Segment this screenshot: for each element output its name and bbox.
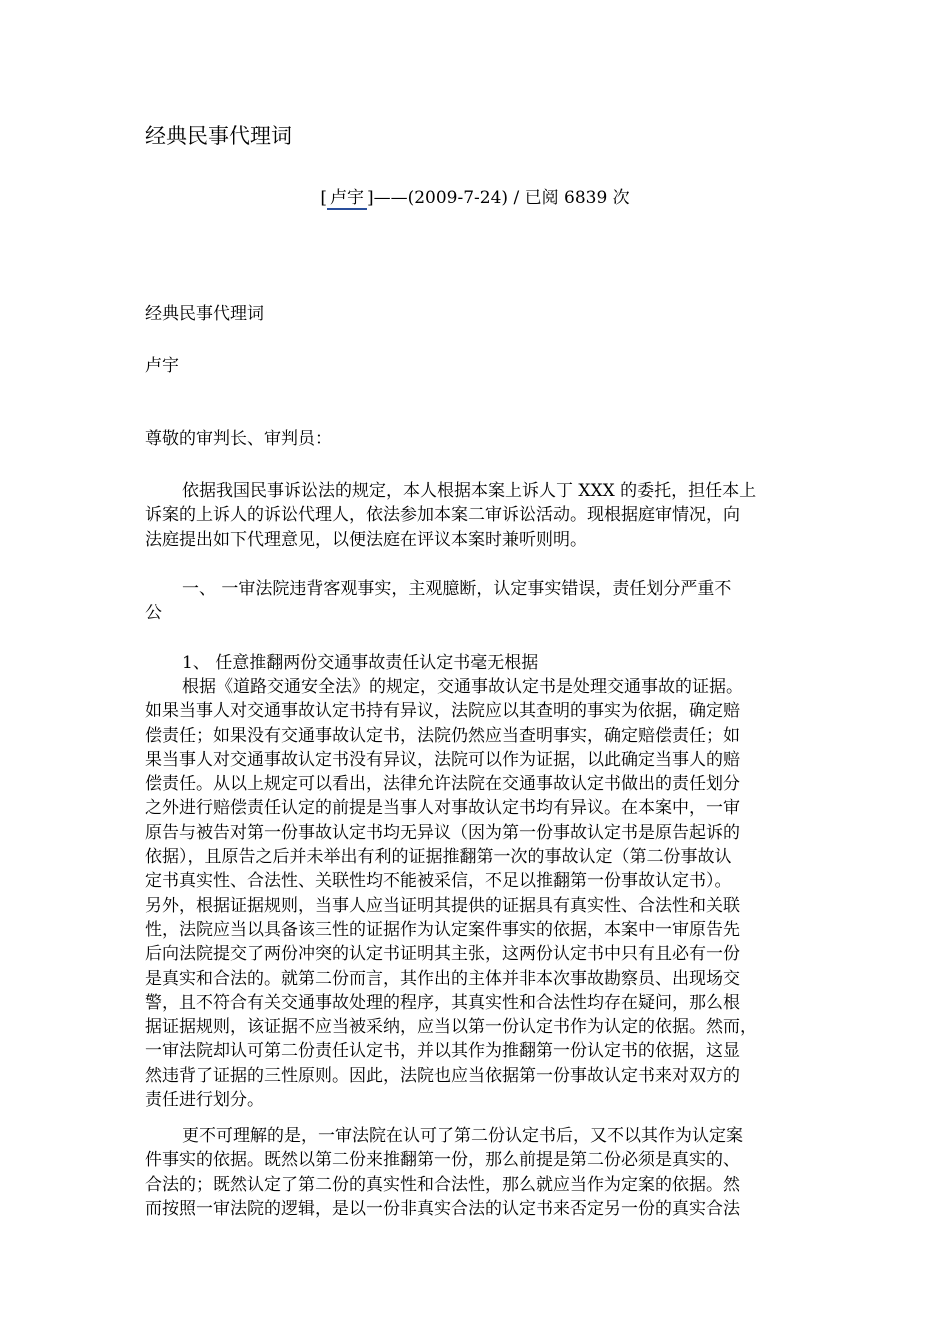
document-title: 经典民事代理词 <box>145 124 292 148</box>
text-line: 性，法院应当以具备该三性的证据作为认定案件事实的依据，本案中一审原告先 <box>145 919 740 940</box>
text-line: 诉案的上诉人的诉讼代理人，依法参加本案二审诉讼活动。现根据庭审情况，向 <box>145 505 740 526</box>
text-line: 定书真实性、合法性、关联性均不能被采信，不足以推翻第一份事故认定书）。 <box>145 871 732 892</box>
text-line: 责任进行划分。 <box>145 1090 264 1111</box>
text-line: 件事实的依据。既然以第二份来推翻第一份，那么前提是第二份必须是真实的、 <box>145 1150 740 1171</box>
text-line: 更不可理解的是，一审法院在认可了第二份认定书后，又不以其作为认定案 <box>182 1126 743 1146</box>
bracket-open: [ <box>320 188 327 208</box>
text-line: 合法的；既然认定了第二份的真实性和合法性，那么就应当作为定案的依据。然 <box>145 1174 740 1195</box>
text-line: 果当事人对交通事故认定书没有异议，法院可以作为证据，以此确定当事人的赔 <box>145 749 740 770</box>
text-line: 另外，根据证据规则，当事人应当证明其提供的证据具有真实性、合法性和关联 <box>145 895 740 916</box>
text-line: 依据），且原告之后并未举出有利的证据推翻第一次的事故认定（第二份事故认 <box>145 847 732 868</box>
text-line: 是真实和合法的。就第二份而言，其作出的主体并非本次事故勘察员、出现场交 <box>145 968 740 989</box>
text-line: 偿责任；如果没有交通事故认定书，法院仍然应当查明事实，确定赔偿责任；如 <box>145 725 740 746</box>
text-line: 偿责任。从以上规定可以看出，法律允许法院在交通事故认定书做出的责任划分 <box>145 774 740 795</box>
text-line: 然违背了证据的三性原则。因此，法院也应当依据第一份事故认定书来对双方的 <box>145 1065 740 1086</box>
text-line: 依据我国民事诉讼法的规定，本人根据本案上诉人丁 XXX 的委托，担任本上 <box>182 481 757 501</box>
text-line: 之外进行赔偿责任认定的前提是当事人对事故认定书均有异议。在本案中，一审 <box>145 798 740 819</box>
meta-line <box>0 186 950 210</box>
text-line: 原告与被告对第一份事故认定书均无异议（因为第一份事故认定书是原告起诉的 <box>145 822 740 843</box>
text-line: 一、 一审法院违背客观事实，主观臆断，认定事实错误，责任划分严重不 <box>182 579 732 599</box>
date-and-views: ]——(2009-7-24) / 已阅 6839 次 <box>366 188 630 208</box>
paragraph-two <box>145 1124 805 1221</box>
text-line: 如果当事人对交通事故认定书持有异议，法院应以其查明的事实为依据，确定赔 <box>145 701 740 722</box>
text-line: 公 <box>145 603 162 624</box>
article-author: 卢宇 <box>145 356 179 376</box>
text-line: 而按照一审法院的逻辑，是以一份非真实合法的认定书来否定另一份的真实合法 <box>145 1198 740 1219</box>
text-line: 后向法院提交了两份冲突的认定书证明其主张，这两份认定书中只有且必有一份 <box>145 944 740 965</box>
text-line: 警，且不符合有关交通事故处理的程序，其真实性和合法性均存在疑问，那么根 <box>145 992 740 1013</box>
intro-paragraph <box>145 479 805 552</box>
author-link[interactable]: 卢宇 <box>327 188 367 210</box>
section-one-heading <box>145 577 805 626</box>
text-line: 法庭提出如下代理意见，以便法庭在评议本案时兼听则明。 <box>145 529 587 550</box>
text-line: 据证据规则，该证据不应当被采纳，应当以第一份认定书作为认定的依据。然而， <box>145 1017 757 1038</box>
text-line: 根据《道路交通安全法》的规定，交通事故认定书是处理交通事故的证据。 <box>182 677 743 697</box>
paragraph-one <box>145 675 805 1112</box>
subsection-one-heading: 1、 任意推翻两份交通事故责任认定书毫无根据 <box>182 653 539 673</box>
article-heading: 经典民事代理词 <box>145 304 264 324</box>
salutation: 尊敬的审判长、审判员： <box>145 429 332 449</box>
text-line: 一审法院却认可第二份责任认定书，并以其作为推翻第一份认定书的依据，这显 <box>145 1041 740 1062</box>
